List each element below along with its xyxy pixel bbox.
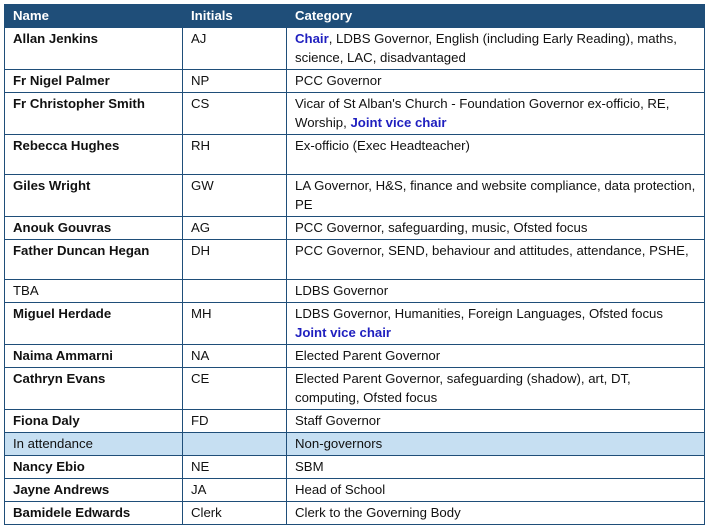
cell-category — [287, 93, 705, 135]
table-row — [5, 135, 705, 175]
cell-initials: NP — [183, 70, 287, 93]
cell-category — [287, 345, 705, 368]
cell-name: Fiona Daly — [5, 410, 183, 433]
table-row — [5, 175, 705, 217]
cell-name: Rebecca Hughes — [5, 135, 183, 175]
cell-name: Allan Jenkins — [5, 28, 183, 70]
cell-name: Bamidele Edwards — [5, 502, 183, 525]
category-text: Ex-officio (Exec Headteacher) — [295, 138, 470, 153]
role-highlight: Chair — [295, 31, 329, 46]
table-row — [5, 368, 705, 410]
cell-category — [287, 502, 705, 525]
category-text: LDBS Governor — [295, 283, 389, 298]
cell-name: Miguel Herdade — [5, 303, 183, 345]
table-row — [5, 280, 705, 303]
table-row — [5, 410, 705, 433]
header-category: Category — [287, 5, 705, 28]
cell-category — [287, 70, 705, 93]
category-text: PCC Governor, SEND, behaviour and attitudes, attendance, PSHE, — [295, 243, 689, 258]
cell-name: Fr Nigel Palmer — [5, 70, 183, 93]
cell-name: Giles Wright — [5, 175, 183, 217]
cell-initials: NA — [183, 345, 287, 368]
cell-category — [287, 240, 705, 280]
cell-initials — [183, 280, 287, 303]
category-text: Clerk to the Governing Body — [295, 505, 461, 520]
cell-name: Nancy Ebio — [5, 456, 183, 479]
cell-initials: JA — [183, 479, 287, 502]
table-row — [5, 433, 705, 456]
cell-category — [287, 410, 705, 433]
cell-initials: CS — [183, 93, 287, 135]
cell-name: Fr Christopher Smith — [5, 93, 183, 135]
category-text: PCC Governor, safeguarding, music, Ofsted focus — [295, 220, 588, 235]
table-row — [5, 345, 705, 368]
table-row — [5, 70, 705, 93]
cell-name: Cathryn Evans — [5, 368, 183, 410]
category-text: Vicar of St Alban's Church - Foundation Governor ex-officio, RE, Worship, — [295, 96, 670, 130]
cell-initials: RH — [183, 135, 287, 175]
category-text: , LDBS Governor, English (including Early Reading), maths, science, LAC, disadvantaged — [295, 31, 677, 65]
category-text: SBM — [295, 459, 324, 474]
table-body — [5, 28, 705, 525]
header-name: Name — [5, 5, 183, 28]
category-text: Elected Parent Governor, safeguarding (shadow), art, DT, computing, Ofsted focus — [295, 371, 631, 405]
cell-category — [287, 135, 705, 175]
cell-category — [287, 175, 705, 217]
governors-table-container — [4, 4, 704, 525]
cell-name: Father Duncan Hegan — [5, 240, 183, 280]
table-row — [5, 93, 705, 135]
cell-category — [287, 217, 705, 240]
cell-initials: GW — [183, 175, 287, 217]
cell-name: Naima Ammarni — [5, 345, 183, 368]
cell-initials: Clerk — [183, 502, 287, 525]
header-row — [5, 5, 705, 28]
category-text: LA Governor, H&S, finance and website compliance, data protection, PE — [295, 178, 696, 212]
cell-initials: AG — [183, 217, 287, 240]
category-text: Head of School — [295, 482, 386, 497]
category-text: Staff Governor — [295, 413, 381, 428]
table-row — [5, 502, 705, 525]
cell-name: In attendance — [5, 433, 183, 456]
table-row — [5, 456, 705, 479]
role-highlight: Joint vice chair — [350, 115, 447, 130]
cell-category — [287, 303, 705, 345]
category-text: PCC Governor — [295, 73, 382, 88]
cell-initials — [183, 433, 287, 456]
table-row — [5, 240, 705, 280]
cell-initials: DH — [183, 240, 287, 280]
cell-initials: MH — [183, 303, 287, 345]
cell-category — [287, 280, 705, 303]
cell-category — [287, 433, 705, 456]
category-text: Non-governors — [295, 436, 383, 451]
table-row — [5, 303, 705, 345]
cell-initials: FD — [183, 410, 287, 433]
cell-name: TBA — [5, 280, 183, 303]
cell-category — [287, 28, 705, 70]
cell-initials: AJ — [183, 28, 287, 70]
category-text: LDBS Governor, Humanities, Foreign Languages, Ofsted focus — [295, 306, 663, 321]
cell-name: Anouk Gouvras — [5, 217, 183, 240]
header-initials: Initials — [183, 5, 287, 28]
cell-initials: NE — [183, 456, 287, 479]
table-row — [5, 217, 705, 240]
cell-category — [287, 368, 705, 410]
cell-category — [287, 456, 705, 479]
cell-category — [287, 479, 705, 502]
table-row — [5, 28, 705, 70]
table-row — [5, 479, 705, 502]
cell-initials: CE — [183, 368, 287, 410]
governors-table — [4, 4, 705, 525]
role-highlight: Joint vice chair — [295, 325, 392, 340]
cell-name: Jayne Andrews — [5, 479, 183, 502]
category-text: Elected Parent Governor — [295, 348, 441, 363]
